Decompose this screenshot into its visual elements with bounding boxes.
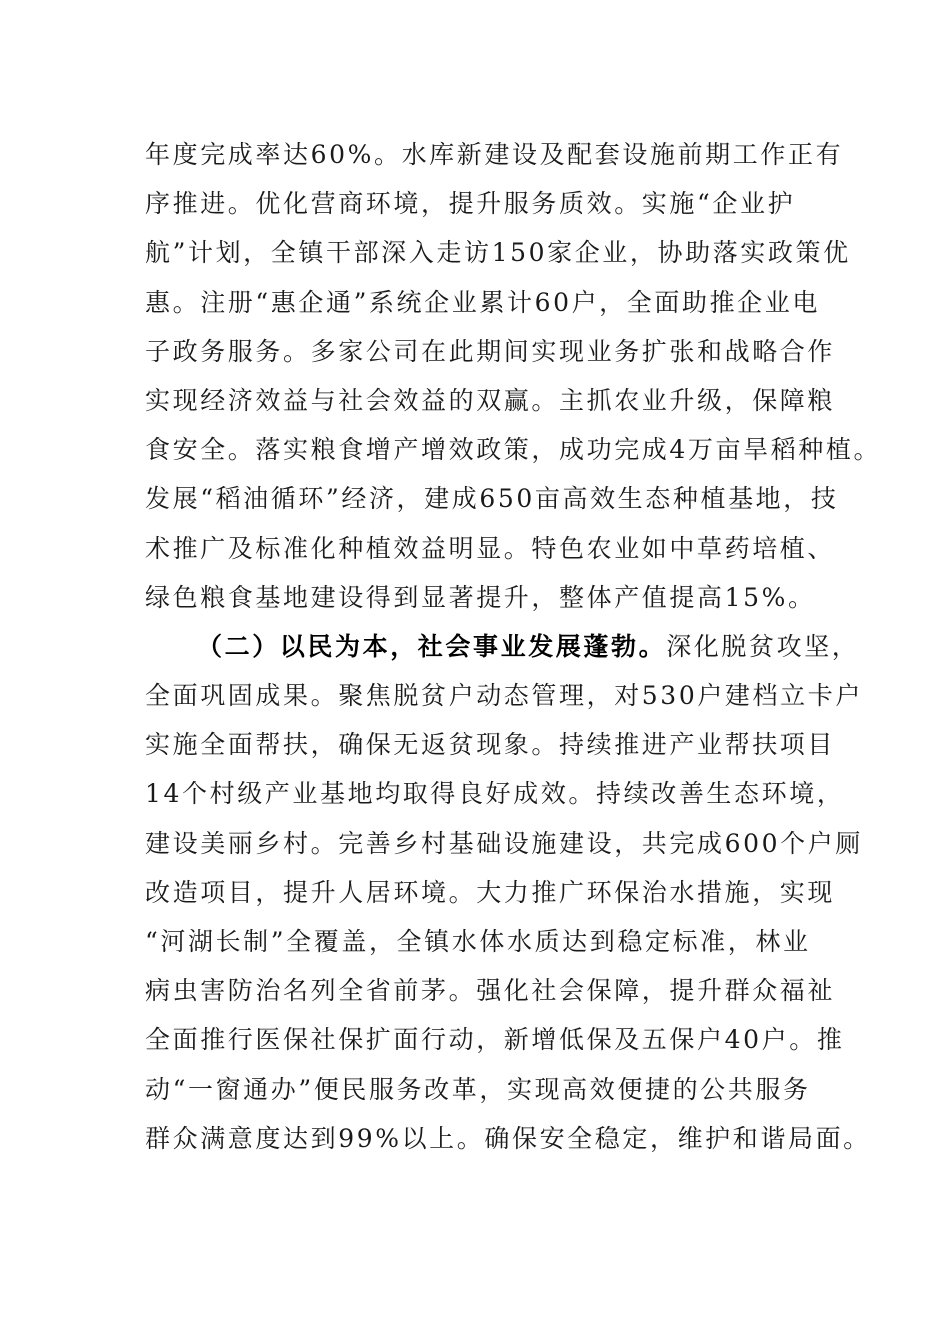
section-heading-line — [145, 622, 860, 671]
paragraph-line: 改造项目，提升人居环境。大力推广环保治水措施，实现 — [145, 877, 836, 907]
paragraph-line: 全面推行医保社保扩面行动，新增低保及五保户40户。推 — [145, 1025, 845, 1055]
paragraph-line: 群众满意度达到99%以上。确保安全稳定，维护和谐局面。 — [145, 1123, 871, 1153]
paragraph-line: 惠。注册“惠企通”系统企业累计60户，全面助推企业电 — [145, 287, 820, 317]
paragraph-line: 实现经济效益与社会效益的双赢。主抓农业升级，保障粮 — [145, 385, 836, 415]
paragraph-line: 建设美丽乡村。完善乡村基础设施建设，共完成600个户厕 — [145, 828, 863, 858]
paragraph-line: 年度完成率达60%。水库新建设及配套设施前期工作正有 — [145, 140, 844, 169]
paragraph-line: 动“一窗通办”便民服务改革，实现高效便捷的公共服务 — [145, 1074, 811, 1104]
paragraph-line: 实施全面帮扶，确保无返贫现象。持续推进产业帮扶项目 — [145, 730, 836, 760]
paragraph-line: 发展“稻油循环”经济，建成650亩高效生态种植基地，技 — [145, 484, 839, 514]
paragraph-line: 绿色粮食基地建设得到显著提升，整体产值提高15%。 — [145, 582, 816, 612]
paragraph-line: 航”计划，全镇干部深入走访150家企业，协助落实政策优 — [145, 238, 851, 268]
paragraph-line: “河湖长制”全覆盖，全镇水体水质达到稳定标准，林业 — [145, 927, 811, 956]
paragraph-line: 病虫害防治名列全省前茅。强化社会保障，提升群众福祉 — [145, 976, 836, 1006]
section-heading-continuation: 深化脱贫攻坚， — [666, 631, 860, 661]
paragraph-line: 全面巩固成果。聚焦脱贫户动态管理，对530户建档立卡户 — [145, 681, 863, 711]
section-heading: （二）以民为本，社会事业发展蓬勃。 — [197, 631, 667, 661]
paragraph-line: 子政务服务。多家公司在此期间实现业务扩张和战略合作 — [145, 336, 836, 366]
paragraph-line: 术推广及标准化种植效益明显。特色农业如中草药培植、 — [145, 533, 836, 563]
document-body — [145, 130, 882, 1163]
paragraph-line: 食安全。落实粮食增产增效政策，成功完成4万亩旱稻种植。 — [145, 435, 882, 465]
paragraph-line: 14个村级产业基地均取得良好成效。持续改善生态环境， — [145, 779, 845, 809]
paragraph-line: 序推进。优化营商环境，提升服务质效。实施“企业护 — [145, 189, 796, 219]
